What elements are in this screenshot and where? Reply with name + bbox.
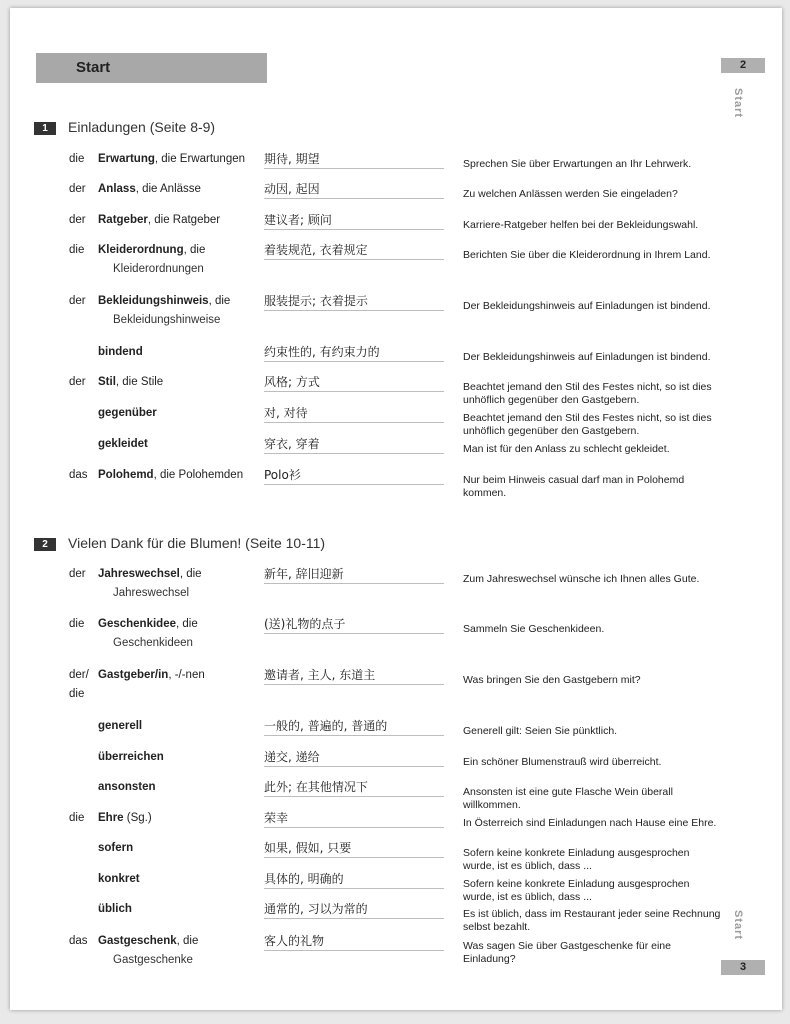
entry-word xyxy=(98,404,268,423)
headword: Stil xyxy=(98,376,116,388)
entry-word xyxy=(98,435,268,454)
entry-article: die xyxy=(69,244,85,256)
plural-continuation: Gastgeschenke xyxy=(113,954,193,966)
plural-form: , -/-nen xyxy=(168,669,205,681)
vocabulary-page xyxy=(10,8,782,1010)
headword: Erwartung xyxy=(98,153,155,165)
example-sentence: Zu welchen Anlässen werden Sie eingeladen? xyxy=(463,188,678,200)
section-number-1: 1 xyxy=(34,122,56,135)
section-title-1: Einladungen (Seite 8-9) xyxy=(68,119,216,135)
chinese-translation: 风格; 方式 xyxy=(264,374,444,392)
chinese-translation: 动因, 起因 xyxy=(264,181,444,199)
entry-article: die xyxy=(69,812,85,824)
chinese-translation: 约束性的, 有约束力的 xyxy=(264,344,444,362)
chinese-translation: 建议者; 顾问 xyxy=(264,212,444,230)
entry-word xyxy=(98,241,268,279)
headword: Ratgeber xyxy=(98,214,148,226)
example-sentence: Was bringen Sie den Gastgebern mit? xyxy=(463,674,641,686)
example-sentence: Beachtet jemand den Stil des Festes nicht, so ist dies unhöflich gegenüber den Gastgebern. xyxy=(463,412,712,437)
entry-word xyxy=(98,615,268,653)
entry-word xyxy=(98,466,268,485)
side-label-bottom: Start xyxy=(732,910,744,941)
headword: ansonsten xyxy=(98,781,156,793)
plural-form: , die xyxy=(179,568,202,580)
plural-continuation: Jahreswechsel xyxy=(113,587,190,599)
entry-article: die xyxy=(69,153,85,165)
chinese-translation: 如果, 假如, 只要 xyxy=(264,840,444,858)
entry-word xyxy=(98,180,268,199)
entry-word xyxy=(98,717,268,736)
example-sentence: Nur beim Hinweis casual darf man in Polohemd kommen. xyxy=(463,474,685,499)
headword: gegenüber xyxy=(98,407,157,419)
headword: Gastgeber/in xyxy=(98,669,169,681)
headword: üblich xyxy=(98,903,132,915)
entry-word xyxy=(98,809,268,828)
example-sentence: Man ist für den Anlass zu schlecht gekleidet. xyxy=(463,443,670,455)
example-sentence: Der Bekleidungshinweis auf Einladungen ist bindend. xyxy=(463,351,711,363)
plural-continuation: Bekleidungshinweise xyxy=(113,314,221,326)
example-sentence: Generell gilt: Seien Sie pünktlich. xyxy=(463,725,618,737)
plural-form: , die Polohemden xyxy=(153,469,244,481)
entry-word xyxy=(98,839,268,858)
plural-form: , die xyxy=(208,295,231,307)
chinese-translation: 荣幸 xyxy=(264,810,444,828)
entry-article: der xyxy=(69,295,86,307)
headword: Kleiderordnung xyxy=(98,244,184,256)
chinese-translation: 对, 对待 xyxy=(264,405,444,423)
chapter-label: Start xyxy=(76,59,111,76)
chinese-translation: 穿衣, 穿着 xyxy=(264,436,444,454)
plural-continuation: Geschenkideen xyxy=(113,637,193,649)
example-sentence: Es ist üblich, dass im Restaurant jeder seine Rechnung selbst bezahlt. xyxy=(463,908,721,933)
entry-article: der xyxy=(69,214,86,226)
example-sentence: Was sagen Sie über Gastgeschenke für eine Einladung? xyxy=(463,940,671,965)
entry-article: das xyxy=(69,469,88,481)
headword: Ehre xyxy=(98,812,124,824)
plural-form: (Sg.) xyxy=(123,812,152,824)
headword: Anlass xyxy=(98,183,136,195)
example-sentence: Sofern keine konkrete Einladung ausgesprochen wurde, ist es üblich, dass ... xyxy=(463,847,690,872)
section-heading-1 xyxy=(34,119,215,135)
entry-article: die xyxy=(69,618,85,630)
plural-continuation: Kleiderordnungen xyxy=(113,263,204,275)
entry-word xyxy=(98,373,268,392)
headword: Polohemd xyxy=(98,469,154,481)
example-sentence: Sprechen Sie über Erwartungen an Ihr Lehrwerk. xyxy=(463,158,692,170)
chinese-translation: 着装规范, 衣着规定 xyxy=(264,242,444,260)
headword: sofern xyxy=(98,842,134,854)
chinese-translation: 邀请者, 主人, 东道主 xyxy=(264,667,444,685)
plural-form: , die xyxy=(175,618,198,630)
chinese-translation: 通常的, 习以为常的 xyxy=(264,901,444,919)
section-heading-2 xyxy=(34,535,325,551)
example-sentence: Karriere-Ratgeber helfen bei der Bekleidungswahl. xyxy=(463,219,699,231)
headword: bindend xyxy=(98,346,143,358)
headword: Gastgeschenk xyxy=(98,935,177,947)
headword: überreichen xyxy=(98,751,164,763)
plural-form: , die Anlässe xyxy=(135,183,201,195)
plural-form: , die Ratgeber xyxy=(147,214,221,226)
example-sentence: Der Bekleidungshinweis auf Einladungen ist bindend. xyxy=(463,300,711,312)
example-sentence: Beachtet jemand den Stil des Festes nicht, so ist dies unhöflich gegenüber den Gastgebern. xyxy=(463,381,712,406)
entry-word xyxy=(98,343,268,362)
entry-article: der/ die xyxy=(69,669,89,700)
chinese-translation: 递交, 递给 xyxy=(264,749,444,767)
headword: Geschenkidee xyxy=(98,618,176,630)
entry-word xyxy=(98,932,268,970)
plural-form: , die Stile xyxy=(115,376,164,388)
entry-word xyxy=(98,292,268,330)
chinese-translation: 期待, 期望 xyxy=(264,151,444,169)
chinese-translation: Polo衫 xyxy=(264,467,444,485)
headword: Bekleidungshinweis xyxy=(98,295,209,307)
example-sentence: Sofern keine konkrete Einladung ausgesprochen wurde, ist es üblich, dass ... xyxy=(463,878,690,903)
headword: Jahreswechsel xyxy=(98,568,180,580)
entry-article: der xyxy=(69,568,86,580)
plural-form: , die Erwartungen xyxy=(154,153,246,165)
entry-word xyxy=(98,870,268,889)
example-sentence: Berichten Sie über die Kleiderordnung in Ihrem Land. xyxy=(463,249,711,261)
example-sentence: Ansonsten ist eine gute Flasche Wein überall willkommen. xyxy=(463,786,673,811)
chinese-translation: 此外; 在其他情况下 xyxy=(264,779,444,797)
entry-article: der xyxy=(69,376,86,388)
chinese-translation: 服装提示; 衣着提示 xyxy=(264,293,444,311)
chapter-banner xyxy=(36,53,267,83)
page-number-top: 2 xyxy=(721,58,765,73)
chinese-translation: (送)礼物的点子 xyxy=(264,616,444,634)
headword: generell xyxy=(98,720,143,732)
entry-word xyxy=(98,565,268,603)
entry-word xyxy=(98,778,268,797)
chinese-translation: 客人的礼物 xyxy=(264,933,444,951)
section-number-2: 2 xyxy=(34,538,56,551)
headword: gekleidet xyxy=(98,438,148,450)
entry-article: der xyxy=(69,183,86,195)
section-title-2: Vielen Dank für die Blumen! (Seite 10-11) xyxy=(68,535,326,551)
example-sentence: Zum Jahreswechsel wünsche ich Ihnen alles Gute. xyxy=(463,573,700,585)
entry-word xyxy=(98,150,268,169)
chinese-translation: 一般的, 普遍的, 普通的 xyxy=(264,718,444,736)
chinese-translation: 新年, 辞旧迎新 xyxy=(264,566,444,584)
entry-article: das xyxy=(69,935,88,947)
example-sentence: Sammeln Sie Geschenkideen. xyxy=(463,623,605,635)
plural-form: , die xyxy=(183,244,206,256)
example-sentence: In Österreich sind Einladungen nach Hause eine Ehre. xyxy=(463,817,717,829)
chinese-translation: 具体的, 明确的 xyxy=(264,871,444,889)
entry-word xyxy=(98,748,268,767)
entry-word xyxy=(98,211,268,230)
plural-form: , die xyxy=(176,935,199,947)
headword: konkret xyxy=(98,873,140,885)
side-label-top: Start xyxy=(732,88,744,119)
entry-word xyxy=(98,666,268,685)
entry-word xyxy=(98,900,268,919)
page-number-bottom: 3 xyxy=(721,960,765,975)
example-sentence: Ein schöner Blumenstrauß wird überreicht. xyxy=(463,756,662,768)
